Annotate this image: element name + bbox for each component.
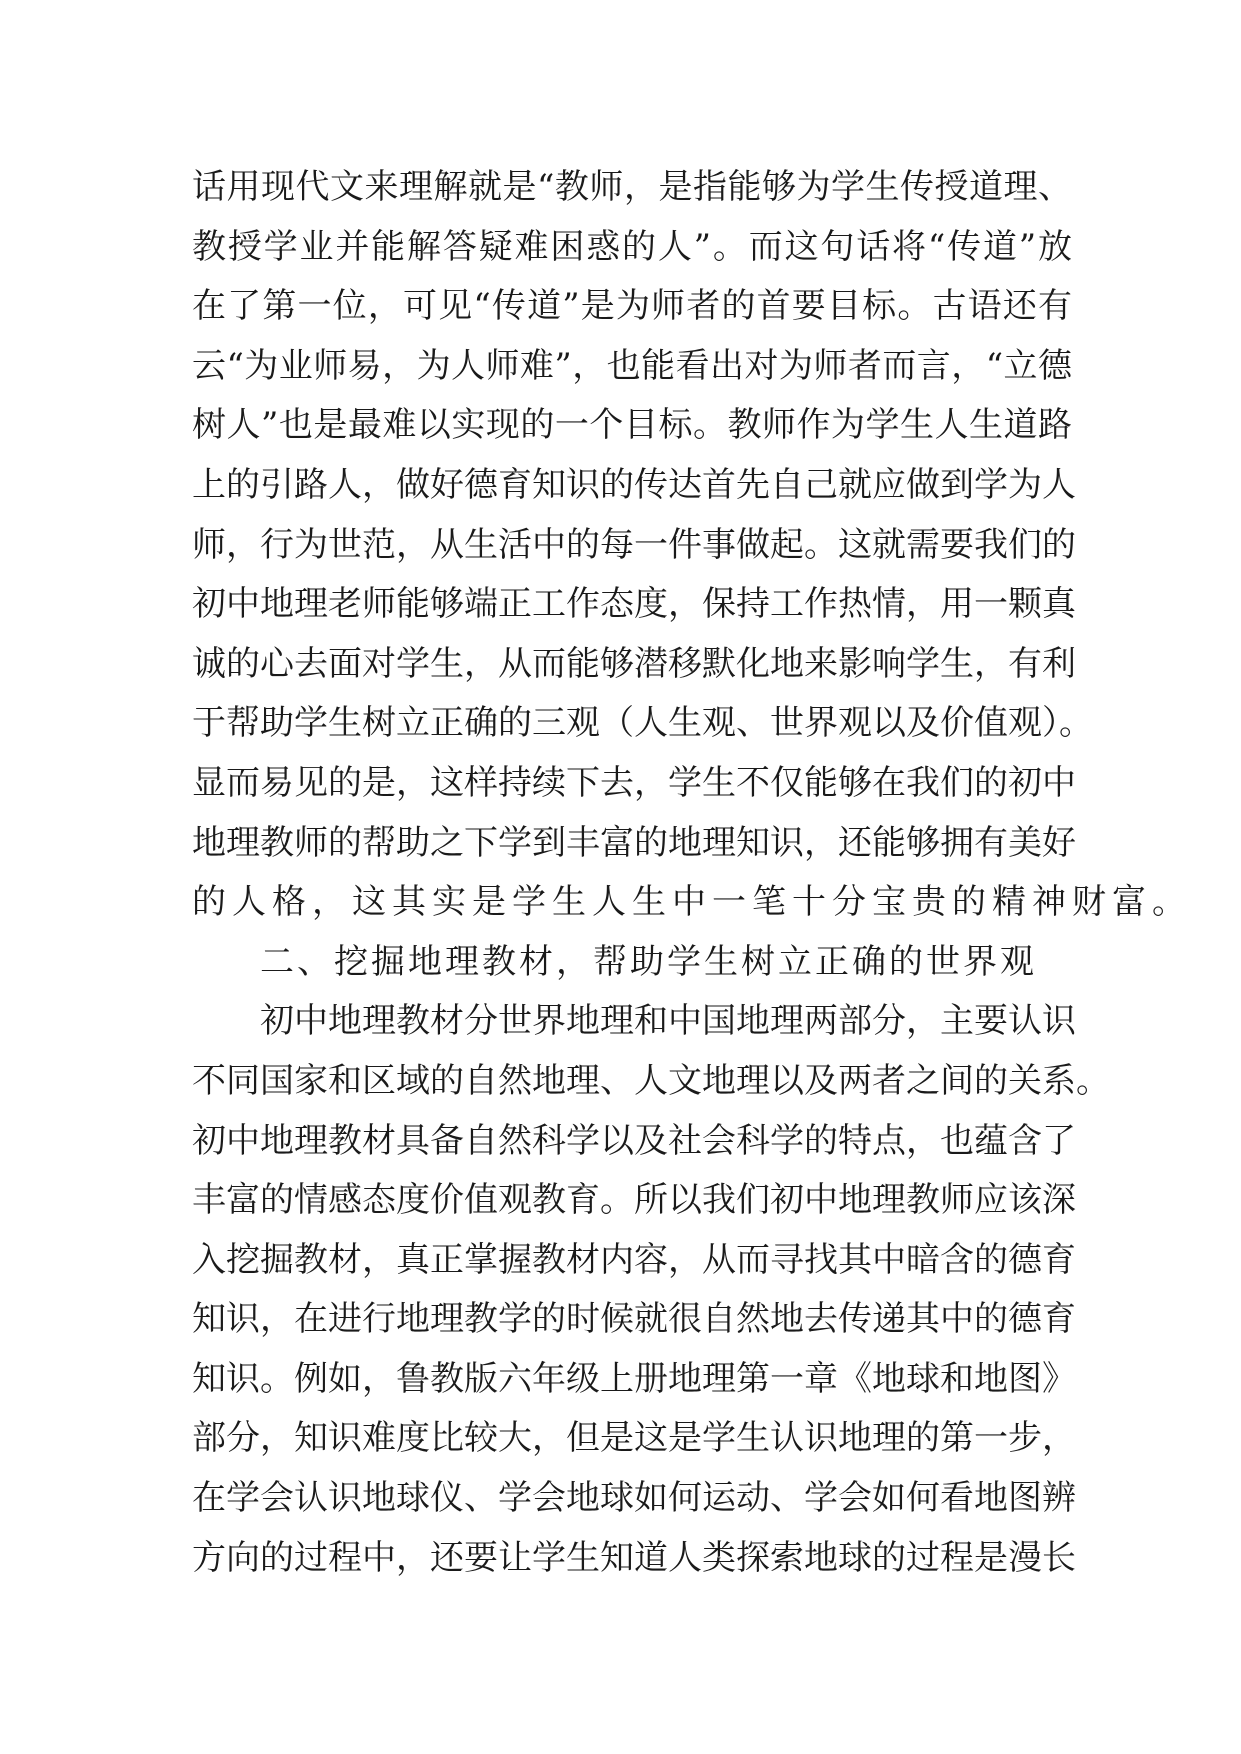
paragraph-2 [192,992,1110,1588]
text-line: 诚的心去面对学生，从而能够潜移默化地来影响学生，有利 [192,643,1076,684]
text-line: 于帮助学生树立正确的三观（人生观、世界观以及价值观）。 [192,703,1093,744]
text-line: 师，行为世范，从生活中的每一件事做起。这就需要我们的 [192,524,1076,565]
text-line: 初中地理老师能够端正工作态度，保持工作热情，用一颗真 [192,584,1076,625]
text-line: 在学会认识地球仪、学会地球如何运动、学会如何看地图辨 [192,1478,1076,1519]
text-line: 方向的过程中，还要让学生知道人类探索地球的过程是漫长 [192,1537,1076,1578]
text-line: 云“为业师易，为人师难”，也能看出对为师者而言，“立德 [192,345,1072,386]
text-line: 入挖掘教材，真正掌握教材内容，从而寻找其中暗含的德育 [192,1239,1076,1280]
text-line: 不同国家和区域的自然地理、人文地理以及两者之间的关系。 [192,1060,1110,1101]
text-line: 初中地理教材分世界地理和中国地理两部分，主要认识 [260,1001,1076,1042]
text-line: 部分，知识难度比较大，但是这是学生认识地理的第一步， [192,1418,1076,1459]
text-line: 教授学业并能解答疑难困惑的人”。而这句话将“传道”放 [192,226,1072,267]
paragraph-1 [192,158,1192,933]
text-line: 话用现代文来理解就是“教师，是指能够为学生传授道理、 [192,167,1072,207]
text-line: 上的引路人，做好德育知识的传达首先自己就应做到学为人 [192,464,1076,505]
text-line: 的人格，这其实是学生人生中一笔十分宝贵的精神财富。 [192,882,1192,923]
text-line: 树人”也是最难以实现的一个目标。教师作为学生人生道路 [192,405,1072,446]
text-line: 知识，在进行地理教学的时候就很自然地去传递其中的德育 [192,1299,1076,1340]
section-heading: 二、挖掘地理教材，帮助学生树立正确的世界观 [260,941,1037,982]
text-line: 在了第一位，可见“传道”是为师者的首要目标。古语还有 [192,286,1072,327]
body-text [192,158,1192,1588]
text-line: 丰富的情感态度价值观教育。所以我们初中地理教师应该深 [192,1180,1076,1221]
text-line: 地理教师的帮助之下学到丰富的地理知识，还能够拥有美好 [192,822,1076,863]
text-line: 知识。例如，鲁教版六年级上册地理第一章《地球和地图》 [192,1358,1076,1399]
text-line: 初中地理教材具备自然科学以及社会科学的特点，也蕴含了 [192,1120,1076,1161]
text-line: 显而易见的是，这样持续下去，学生不仅能够在我们的初中 [192,762,1076,803]
